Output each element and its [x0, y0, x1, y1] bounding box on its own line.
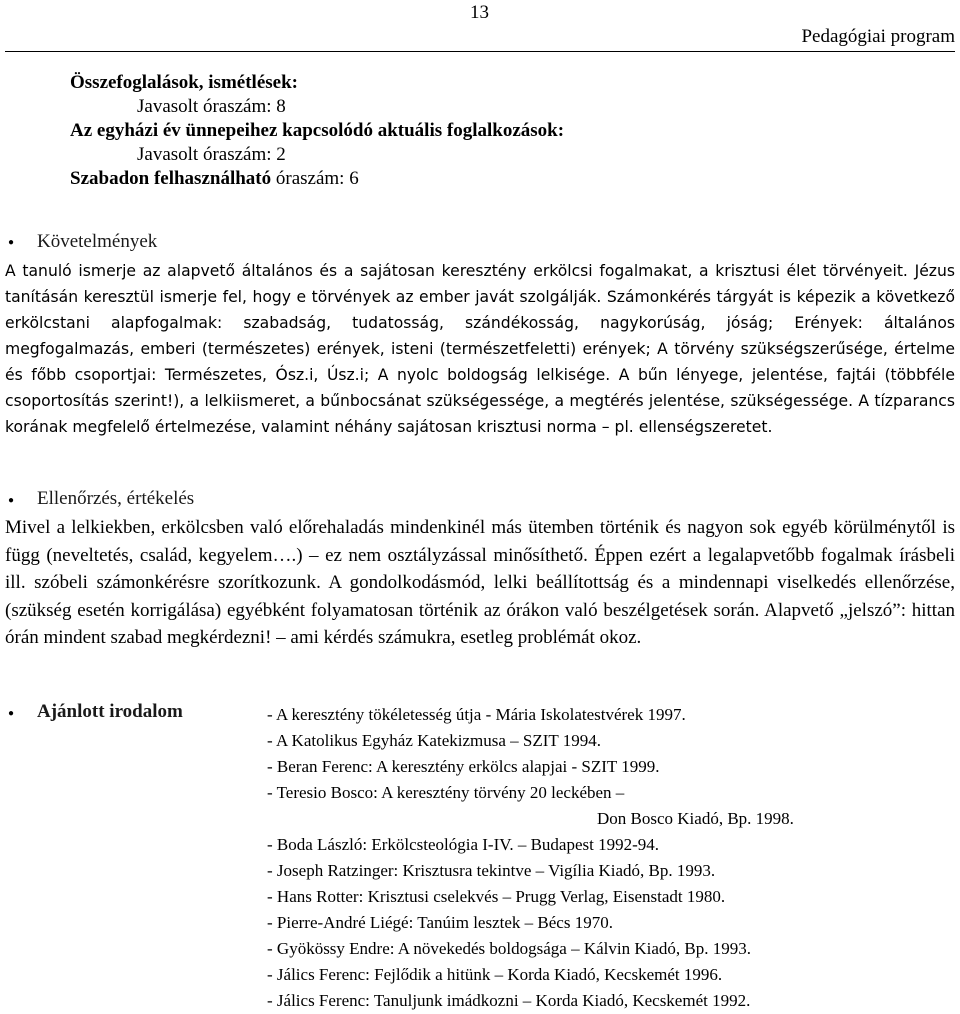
literature-item: - Gyökössy Endre: A növekedés boldogsága – Kálvin Kiadó, Bp. 1993.	[267, 939, 751, 958]
bullet-icon: ●	[8, 237, 15, 248]
literature-item: - Beran Ferenc: A keresztény erkölcs alapjai - SZIT 1999.	[267, 757, 660, 776]
summary-block	[70, 71, 564, 191]
literature-item-continuation: Don Bosco Kiadó, Bp. 1998.	[597, 809, 794, 828]
summary-free-hours	[70, 167, 564, 191]
literature-item: - Teresio Bosco: A keresztény törvény 20 leckében –	[267, 783, 625, 802]
literature-heading: Ajánlott irodalom	[37, 701, 183, 722]
free-hours-value: óraszám: 6	[271, 168, 359, 189]
header-divider	[5, 51, 955, 52]
literature-list	[267, 702, 957, 1014]
evaluation-text: Mivel a lelkiekben, erkölcsben való előrehaladás mindenkinél más ütemben történik és nagyon sok egyéb körülménytől is függ (neveltetés, család, kegyelem….) – ez nem osztályzással minősíthető. Éppen ezért a legalapvetőbb fogalmak írásbeli ill. szóbeli számonkérésre szorítkozunk. A gondolkodásmód, lelki beállítottság és a mindennapi viselkedés ellenőrzése, (szükség esetén korrigálása) egyébként folyamatosan történik az órákon való beszélgetések során. Alapvető „jelszó”: hittan órán mindent szabad megkérdezni! – ami kérdés számukra, esetleg problémát okoz.	[5, 517, 955, 649]
literature-item: - Jálics Ferenc: Tanuljunk imádkozni – Korda Kiadó, Kecskemét 1992.	[267, 991, 751, 1010]
page-number: 13	[470, 2, 489, 23]
bullet-icon: ●	[8, 495, 15, 506]
running-title: Pedagógiai program	[801, 26, 955, 47]
literature-item: - Joseph Ratzinger: Krisztusra tekintve – Vigília Kiadó, Bp. 1993.	[267, 861, 716, 880]
literature-item: - Boda László: Erkölcsteológia I-IV. – Budapest 1992-94.	[267, 835, 660, 854]
summary-hours-reviews: Javasolt óraszám: 8	[137, 96, 286, 117]
bullet-icon: ●	[8, 708, 15, 719]
evaluation-heading: Ellenőrzés, értékelés	[37, 488, 195, 509]
literature-item: - Hans Rotter: Krisztusi cselekvés – Prugg Verlag, Eisenstadt 1980.	[267, 887, 726, 906]
literature-item: - A keresztény tökéletesség útja - Mária Iskolatestvérek 1997.	[267, 705, 686, 724]
requirements-heading: Követelmények	[37, 231, 158, 252]
literature-item: - Pierre-André Liégé: Tanúim lesztek – Bécs 1970.	[267, 913, 613, 932]
summary-heading-church-year: Az egyházi év ünnepeihez kapcsolódó aktuális foglalkozások:	[70, 120, 565, 141]
summary-hours-church-year: Javasolt óraszám: 2	[137, 144, 286, 165]
literature-item: - Jálics Ferenc: Fejlődik a hitünk – Korda Kiadó, Kecskemét 1996.	[267, 965, 723, 984]
requirements-text: A tanuló ismerje az alapvető általános és a sajátosan keresztény erkölcsi fogalmakat, a krisztusi élet törvényeit. Jézus tanításán keresztül ismerje fel, hogy e törvények az ember javát szolgálják. Számonkérés tárgyát is képezik a következő erkölcstani alapfogalmak: szabadság, tudatosság, szándékosság, nagykorúság, jóság; Erények: általános megfogalmazás, emberi (természetes) erények, isteni (természetfeletti) erények; A törvény szükségszerűsége, értelme és főbb csoportjai: Természetes, Ósz.i, Úsz.i; A nyolc boldogság lelkisége. A bűn lényege, jelentése, fajtái (többféle csoportosítás szerint!), a lelkiismeret, a bűnbocsánat szükségessége, a megtérés jelentése, szükségessége. A tízparancs korának megfelelő értelmezése, valamint néhány sajátosan krisztusi norma – pl. ellenségszeretet.	[5, 262, 955, 436]
literature-item: - A Katolikus Egyház Katekizmusa – SZIT 1994.	[267, 731, 601, 750]
free-hours-label: Szabadon felhasználható	[70, 168, 272, 189]
summary-heading-reviews: Összefoglalások, ismétlések:	[70, 72, 298, 93]
